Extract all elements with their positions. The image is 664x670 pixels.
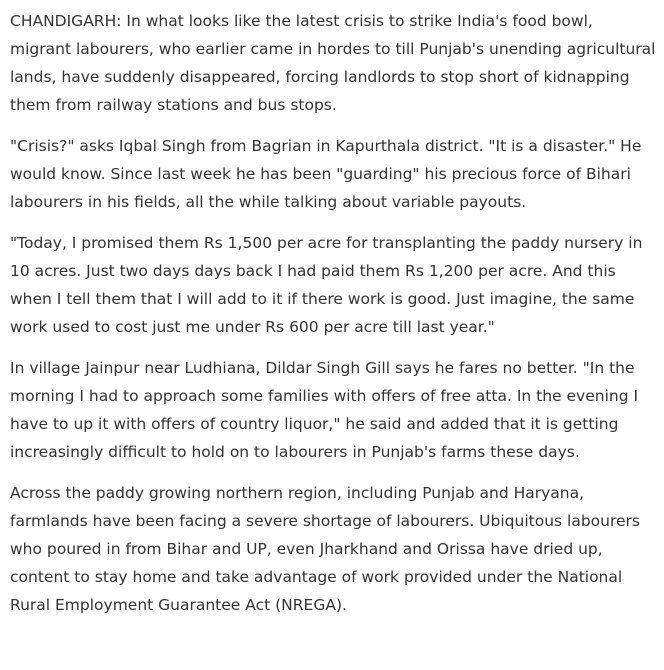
article-paragraph-2: "Crisis?" asks Iqbal Singh from Bagrian in Kapurthala district. "It is a disaster." He would know. Since last week he has been "guarding" his precious force of Bihari labourers in his fields, all the while talking about variable payouts. xyxy=(10,137,642,211)
article-paragraph-1: CHANDIGARH: In what looks like the latest crisis to strike India's food bowl, migrant labourers, who earlier came in hordes to till Punjab's unending agricultural lands, have suddenly disappeared, forcing landlords to stop short of kidnapping them from railway stations and bus stops. xyxy=(10,12,656,114)
article-paragraph-5: Across the paddy growing northern region, including Punjab and Haryana, farmlands have been facing a severe shortage of labourers. Ubiquitous labourers who poured in from Bihar and UP, even Jharkhand and Orissa have dried up, content to stay home and take advantage of work provided under the National Rural Employment Guarantee Act (NREGA). xyxy=(10,484,640,614)
article-paragraph-4: In village Jainpur near Ludhiana, Dildar Singh Gill says he fares no better. "In the morning I had to approach some families with offers of free atta. In the evening I have to up it with offers of country liquor," he said and added that it is getting increasingly difficult to hold on to labourers in Punjab's farms these days. xyxy=(10,359,639,461)
article-paragraph-3: "Today, I promised them Rs 1,500 per acre for transplanting the paddy nursery in 10 acres. Just two days days back I had paid them Rs 1,200 per acre. And this when I tell them that I will add to it if there work is good. Just imagine, the same work used to cost just me under Rs 600 per acre till last year." xyxy=(10,234,643,336)
